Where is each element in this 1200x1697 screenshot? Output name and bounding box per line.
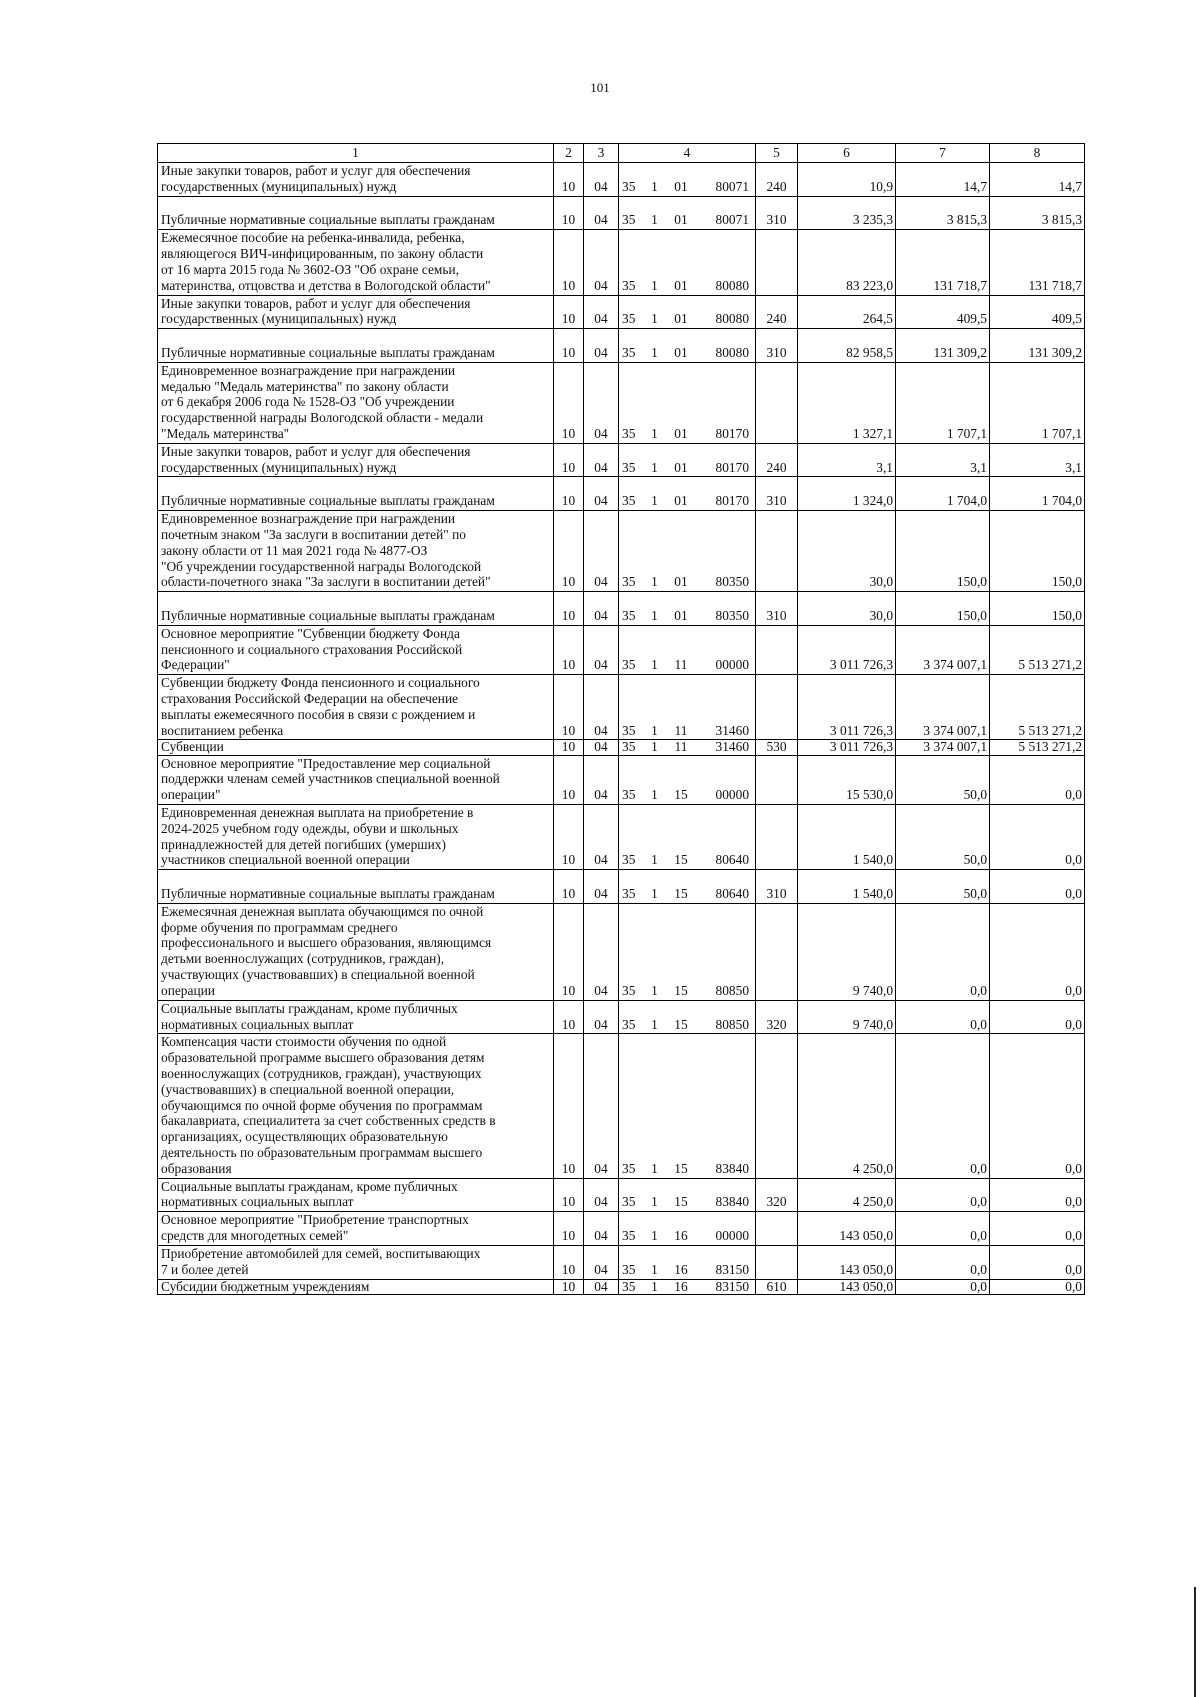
row-expense-type: 320 [756,1000,798,1034]
row-subprogram: 1 [646,362,664,443]
row-amount-7: 409,5 [896,295,990,329]
row-expense-type: 240 [756,163,798,197]
row-section: 10 [554,1212,584,1246]
row-amount-7: 3,1 [896,443,990,477]
row-amount-8: 0,0 [990,1212,1085,1246]
row-direction: 83840 [699,1178,756,1212]
table-row [158,903,1085,1000]
row-amount-8: 0,0 [990,1245,1085,1279]
header-col-5: 5 [756,144,798,163]
row-amount-8: 14,7 [990,163,1085,197]
row-subsection: 04 [584,1178,619,1212]
row-section: 10 [554,511,584,592]
table-row [158,1034,1085,1178]
row-description: Единовременное вознаграждение при награждении почетным знаком "За заслуги в воспитании детей" по закону области от 11 мая 2021 года № 4877-ОЗ "Об учреждении государственной награды Вологодской области-почетного знака "За заслуги в воспитании детей" [158,511,554,592]
row-amount-8: 150,0 [990,592,1085,626]
row-activity: 01 [664,295,699,329]
row-amount-7: 3 374 007,1 [896,625,990,674]
row-subsection: 04 [584,511,619,592]
row-expense-type [756,1212,798,1246]
row-subsection: 04 [584,1212,619,1246]
table-row [158,675,1085,740]
row-direction: 80640 [699,804,756,869]
row-section: 10 [554,1034,584,1178]
row-amount-7: 150,0 [896,511,990,592]
row-description: Иные закупки товаров, работ и услуг для обеспечения государственных (муниципальных) нужд [158,443,554,477]
row-activity: 15 [664,755,699,804]
row-subprogram: 1 [646,477,664,511]
row-program: 35 [619,1034,646,1178]
row-subprogram: 1 [646,163,664,197]
row-subprogram: 1 [646,804,664,869]
row-amount-8: 0,0 [990,870,1085,904]
row-program: 35 [619,196,646,230]
row-program: 35 [619,675,646,740]
row-amount-6: 1 540,0 [798,804,896,869]
row-subsection: 04 [584,362,619,443]
row-amount-6: 15 530,0 [798,755,896,804]
row-section: 10 [554,362,584,443]
row-amount-6: 3 235,3 [798,196,896,230]
row-amount-6: 3 011 726,3 [798,625,896,674]
row-subsection: 04 [584,625,619,674]
row-program: 35 [619,804,646,869]
row-amount-7: 50,0 [896,755,990,804]
table-row [158,477,1085,511]
row-program: 35 [619,295,646,329]
row-amount-6: 143 050,0 [798,1279,896,1294]
row-direction: 80850 [699,1000,756,1034]
row-subprogram: 1 [646,443,664,477]
header-col-6: 6 [798,144,896,163]
row-section: 10 [554,196,584,230]
row-direction: 80071 [699,163,756,197]
row-subprogram: 1 [646,1178,664,1212]
row-direction: 83840 [699,1034,756,1178]
row-amount-6: 143 050,0 [798,1212,896,1246]
row-amount-7: 3 374 007,1 [896,740,990,755]
row-direction: 80170 [699,443,756,477]
row-direction: 83150 [699,1279,756,1294]
row-section: 10 [554,329,584,363]
row-amount-7: 0,0 [896,1212,990,1246]
row-section: 10 [554,755,584,804]
row-subprogram: 1 [646,230,664,295]
row-amount-6: 10,9 [798,163,896,197]
table-row [158,329,1085,363]
row-subsection: 04 [584,1034,619,1178]
row-amount-8: 5 513 271,2 [990,675,1085,740]
row-amount-7: 3 815,3 [896,196,990,230]
row-expense-type: 310 [756,870,798,904]
table-row [158,740,1085,755]
row-amount-8: 409,5 [990,295,1085,329]
row-program: 35 [619,1279,646,1294]
row-direction: 80640 [699,870,756,904]
row-activity: 01 [664,163,699,197]
row-program: 35 [619,903,646,1000]
table-row [158,511,1085,592]
row-activity: 11 [664,675,699,740]
row-amount-7: 14,7 [896,163,990,197]
row-description: Социальные выплаты гражданам, кроме публичных нормативных социальных выплат [158,1178,554,1212]
row-subprogram: 1 [646,1245,664,1279]
row-section: 10 [554,477,584,511]
row-subprogram: 1 [646,511,664,592]
row-section: 10 [554,1000,584,1034]
table-row [158,804,1085,869]
table-row [158,625,1085,674]
row-expense-type: 530 [756,740,798,755]
row-expense-type: 610 [756,1279,798,1294]
row-subprogram: 1 [646,625,664,674]
row-description: Основное мероприятие "Предоставление мер социальной поддержки членам семей участников специальной военной операции" [158,755,554,804]
row-amount-6: 3 011 726,3 [798,675,896,740]
row-subsection: 04 [584,675,619,740]
scan-edge-mark [1194,1587,1196,1697]
table-row [158,1245,1085,1279]
row-direction: 00000 [699,1212,756,1246]
row-subsection: 04 [584,443,619,477]
row-amount-8: 131 309,2 [990,329,1085,363]
row-amount-7: 1 707,1 [896,362,990,443]
row-amount-8: 0,0 [990,755,1085,804]
row-description: Субвенции бюджету Фонда пенсионного и социального страхования Российской Федерации на обеспечение выплаты ежемесячного пособия в связи с рождением и воспитанием ребенка [158,675,554,740]
table-row [158,1000,1085,1034]
row-subprogram: 1 [646,1279,664,1294]
row-amount-8: 150,0 [990,511,1085,592]
row-program: 35 [619,1212,646,1246]
row-amount-6: 9 740,0 [798,903,896,1000]
row-subsection: 04 [584,477,619,511]
row-amount-6: 9 740,0 [798,1000,896,1034]
row-program: 35 [619,592,646,626]
row-amount-6: 1 327,1 [798,362,896,443]
row-program: 35 [619,362,646,443]
table-row [158,592,1085,626]
row-subprogram: 1 [646,1212,664,1246]
row-direction: 80350 [699,511,756,592]
table-row [158,163,1085,197]
row-section: 10 [554,443,584,477]
row-section: 10 [554,295,584,329]
row-program: 35 [619,163,646,197]
row-program: 35 [619,1245,646,1279]
row-amount-7: 1 704,0 [896,477,990,511]
row-subsection: 04 [584,1245,619,1279]
row-subsection: 04 [584,196,619,230]
row-amount-6: 4 250,0 [798,1034,896,1178]
table-row [158,1279,1085,1294]
row-expense-type [756,1034,798,1178]
row-subsection: 04 [584,870,619,904]
row-activity: 01 [664,196,699,230]
row-expense-type [756,804,798,869]
row-activity: 01 [664,230,699,295]
row-subprogram: 1 [646,870,664,904]
row-section: 10 [554,1279,584,1294]
row-amount-8: 0,0 [990,804,1085,869]
row-amount-7: 0,0 [896,1178,990,1212]
header-col-8: 8 [990,144,1085,163]
row-program: 35 [619,625,646,674]
row-subsection: 04 [584,295,619,329]
row-amount-7: 131 309,2 [896,329,990,363]
row-activity: 01 [664,362,699,443]
row-expense-type: 310 [756,329,798,363]
row-activity: 01 [664,477,699,511]
row-amount-7: 0,0 [896,1245,990,1279]
row-section: 10 [554,804,584,869]
row-section: 10 [554,740,584,755]
row-program: 35 [619,755,646,804]
row-amount-8: 1 704,0 [990,477,1085,511]
row-amount-6: 264,5 [798,295,896,329]
table-row [158,443,1085,477]
row-amount-8: 5 513 271,2 [990,625,1085,674]
row-amount-6: 30,0 [798,511,896,592]
row-expense-type [756,755,798,804]
table-header-row [158,144,1085,163]
row-expense-type: 320 [756,1178,798,1212]
row-section: 10 [554,163,584,197]
row-amount-7: 0,0 [896,1034,990,1178]
row-subsection: 04 [584,230,619,295]
row-description: Иные закупки товаров, работ и услуг для обеспечения государственных (муниципальных) нужд [158,163,554,197]
row-activity: 15 [664,903,699,1000]
row-activity: 01 [664,443,699,477]
table-row [158,755,1085,804]
row-direction: 00000 [699,625,756,674]
row-amount-8: 0,0 [990,1034,1085,1178]
row-description: Субсидии бюджетным учреждениям [158,1279,554,1294]
row-direction: 80071 [699,196,756,230]
table-row [158,362,1085,443]
row-description: Субвенции [158,740,554,755]
row-program: 35 [619,443,646,477]
row-section: 10 [554,903,584,1000]
row-amount-7: 50,0 [896,804,990,869]
row-activity: 01 [664,511,699,592]
row-program: 35 [619,477,646,511]
row-section: 10 [554,675,584,740]
row-expense-type [756,903,798,1000]
row-subprogram: 1 [646,196,664,230]
row-direction: 31460 [699,740,756,755]
row-activity: 16 [664,1245,699,1279]
row-expense-type: 310 [756,592,798,626]
row-amount-6: 83 223,0 [798,230,896,295]
row-subsection: 04 [584,1279,619,1294]
header-col-7: 7 [896,144,990,163]
row-amount-8: 131 718,7 [990,230,1085,295]
table-row [158,196,1085,230]
row-direction: 80080 [699,230,756,295]
row-amount-8: 3 815,3 [990,196,1085,230]
row-expense-type [756,511,798,592]
row-amount-7: 3 374 007,1 [896,675,990,740]
row-program: 35 [619,870,646,904]
row-amount-7: 131 718,7 [896,230,990,295]
row-amount-6: 4 250,0 [798,1178,896,1212]
row-subprogram: 1 [646,1000,664,1034]
row-direction: 83150 [699,1245,756,1279]
row-direction: 00000 [699,755,756,804]
row-amount-8: 0,0 [990,903,1085,1000]
row-direction: 31460 [699,675,756,740]
row-subprogram: 1 [646,675,664,740]
row-expense-type [756,1245,798,1279]
row-amount-6: 82 958,5 [798,329,896,363]
row-section: 10 [554,592,584,626]
row-subprogram: 1 [646,903,664,1000]
row-subsection: 04 [584,1000,619,1034]
row-description: Единовременная денежная выплата на приобретение в 2024-2025 учебном году одежды, обуви и школьных принадлежностей для детей погибших (умерших) участников специальной военной операции [158,804,554,869]
row-amount-7: 0,0 [896,1000,990,1034]
row-description: Публичные нормативные социальные выплаты гражданам [158,196,554,230]
header-col-1: 1 [158,144,554,163]
row-amount-7: 50,0 [896,870,990,904]
row-subsection: 04 [584,804,619,869]
row-description: Публичные нормативные социальные выплаты гражданам [158,870,554,904]
row-program: 35 [619,329,646,363]
header-col-4: 4 [619,144,756,163]
row-description: Публичные нормативные социальные выплаты гражданам [158,477,554,511]
row-activity: 01 [664,329,699,363]
row-direction: 80080 [699,295,756,329]
row-direction: 80170 [699,477,756,511]
budget-table [157,143,1085,1295]
row-subprogram: 1 [646,755,664,804]
table-row [158,1212,1085,1246]
row-subsection: 04 [584,740,619,755]
table-row [158,870,1085,904]
row-description: Ежемесячная денежная выплата обучающимся по очной форме обучения по программам среднего профессионального и высшего образования, являющимся детьми военнослужащих (сотрудников, граждан), участвующих (участвовавших) в специальной военной операции [158,903,554,1000]
row-amount-6: 143 050,0 [798,1245,896,1279]
row-activity: 01 [664,592,699,626]
row-section: 10 [554,1245,584,1279]
row-expense-type: 240 [756,443,798,477]
header-col-2: 2 [554,144,584,163]
row-amount-6: 1 540,0 [798,870,896,904]
row-program: 35 [619,230,646,295]
row-direction: 80850 [699,903,756,1000]
row-expense-type [756,230,798,295]
row-program: 35 [619,511,646,592]
row-program: 35 [619,1000,646,1034]
row-activity: 15 [664,804,699,869]
row-amount-8: 5 513 271,2 [990,740,1085,755]
row-section: 10 [554,1178,584,1212]
page-number: 101 [590,80,610,95]
row-activity: 16 [664,1212,699,1246]
row-expense-type [756,625,798,674]
row-amount-8: 0,0 [990,1178,1085,1212]
row-expense-type: 310 [756,196,798,230]
row-description: Основное мероприятие "Приобретение транспортных средств для многодетных семей" [158,1212,554,1246]
row-amount-7: 0,0 [896,1279,990,1294]
row-amount-8: 0,0 [990,1000,1085,1034]
row-subprogram: 1 [646,592,664,626]
row-activity: 15 [664,1000,699,1034]
row-description: Социальные выплаты гражданам, кроме публичных нормативных социальных выплат [158,1000,554,1034]
row-subsection: 04 [584,163,619,197]
row-description: Основное мероприятие "Субвенции бюджету Фонда пенсионного и социального страхования Российской Федерации" [158,625,554,674]
table-row [158,1178,1085,1212]
row-direction: 80080 [699,329,756,363]
row-activity: 16 [664,1279,699,1294]
row-amount-6: 3,1 [798,443,896,477]
row-section: 10 [554,230,584,295]
row-amount-6: 3 011 726,3 [798,740,896,755]
row-program: 35 [619,740,646,755]
row-subsection: 04 [584,903,619,1000]
row-description: Приобретение автомобилей для семей, воспитывающих 7 и более детей [158,1245,554,1279]
table-row [158,295,1085,329]
row-expense-type [756,675,798,740]
row-program: 35 [619,1178,646,1212]
row-activity: 15 [664,1178,699,1212]
row-subsection: 04 [584,592,619,626]
row-description: Единовременное вознаграждение при награждении медалью "Медаль материнства" по закону области от 6 декабря 2006 года № 1528-ОЗ "Об учреждении государственной награды Вологодской области - медали "Медаль материнства" [158,362,554,443]
row-subsection: 04 [584,755,619,804]
row-amount-8: 0,0 [990,1279,1085,1294]
row-activity: 11 [664,740,699,755]
row-description: Ежемесячное пособие на ребенка-инвалида, ребенка, являющегося ВИЧ-инфицированным, по закону области от 16 марта 2015 года № 3602-ОЗ "Об охране семьи, материнства, отцовства и детства в Вологодской области" [158,230,554,295]
row-amount-7: 150,0 [896,592,990,626]
row-subsection: 04 [584,329,619,363]
table-row [158,230,1085,295]
row-expense-type [756,362,798,443]
row-subprogram: 1 [646,329,664,363]
row-description: Публичные нормативные социальные выплаты гражданам [158,329,554,363]
row-description: Компенсация части стоимости обучения по одной образовательной программе высшего образования детям военнослужащих (сотрудников, граждан), участвующих (участвовавших) в специальной военной операции, обучающимся по очной форме обучения по программам бакалавриата, специалитета за счет собственных средств в организациях, осуществляющих образовательную деятельность по образовательным программам высшего образования [158,1034,554,1178]
header-col-3: 3 [584,144,619,163]
row-section: 10 [554,870,584,904]
row-expense-type: 240 [756,295,798,329]
row-description: Публичные нормативные социальные выплаты гражданам [158,592,554,626]
row-amount-8: 3,1 [990,443,1085,477]
row-activity: 11 [664,625,699,674]
row-direction: 80350 [699,592,756,626]
row-description: Иные закупки товаров, работ и услуг для обеспечения государственных (муниципальных) нужд [158,295,554,329]
row-subprogram: 1 [646,740,664,755]
row-amount-6: 1 324,0 [798,477,896,511]
row-amount-7: 0,0 [896,903,990,1000]
row-amount-6: 30,0 [798,592,896,626]
row-subprogram: 1 [646,1034,664,1178]
row-activity: 15 [664,1034,699,1178]
row-subprogram: 1 [646,295,664,329]
row-activity: 15 [664,870,699,904]
row-section: 10 [554,625,584,674]
row-amount-8: 1 707,1 [990,362,1085,443]
row-direction: 80170 [699,362,756,443]
row-expense-type: 310 [756,477,798,511]
